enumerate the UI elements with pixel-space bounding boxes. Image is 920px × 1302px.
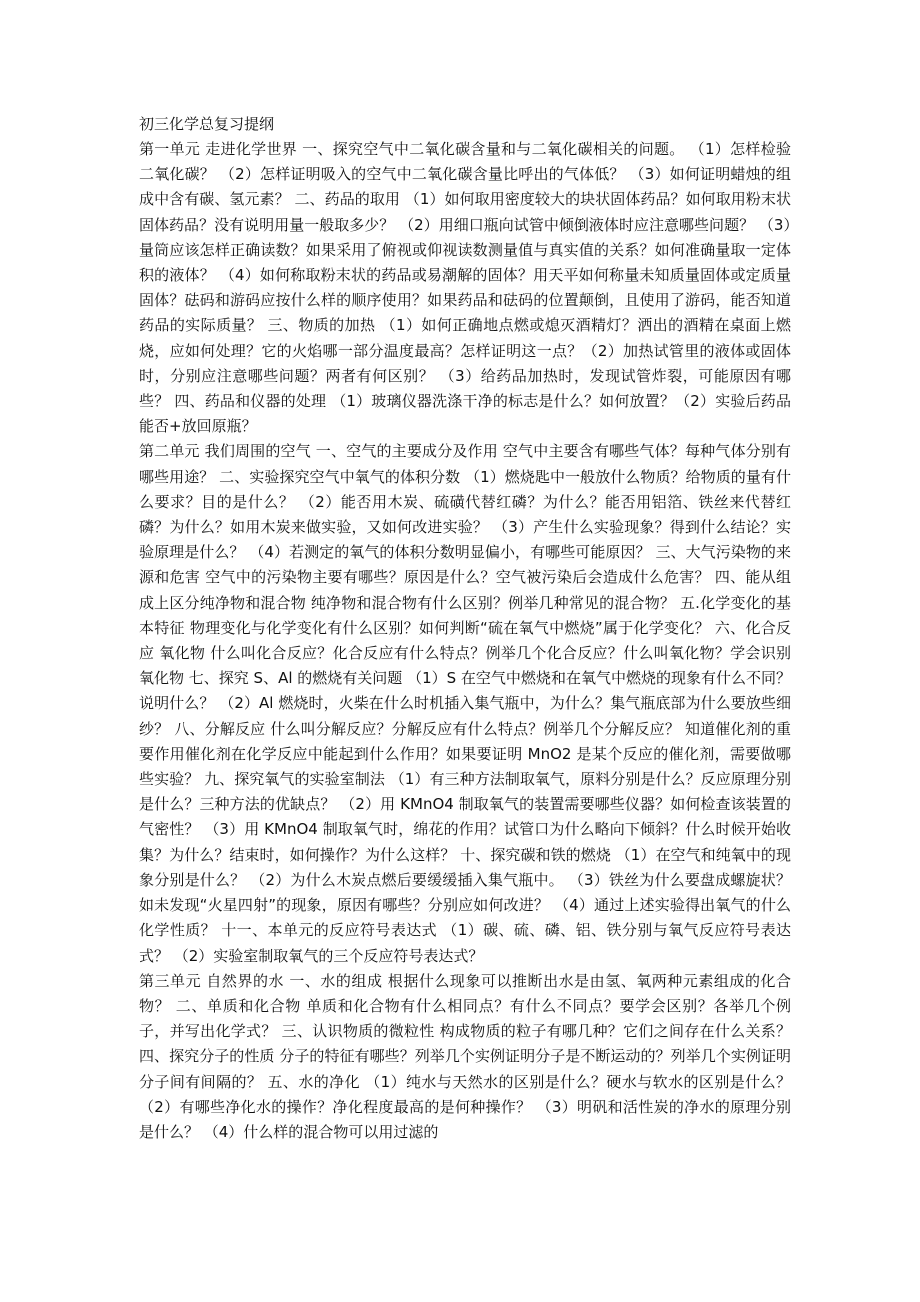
unit-2-paragraph: 第二单元 我们周围的空气 一、空气的主要成分及作用 空气中主要含有哪些气体？每种气体分别有哪些用途？ 二、实验探究空气中氧气的体积分数 （1）燃烧匙中一般放什么物质？给物质的量有什么要求？目的是什么？ （2）能否用木炭、硫磺代替红磷？为什么？能否用铝箔、铁丝来代替红磷？为什么？如用木炭来做实验，又如何改进实验？ （3）产生什么实验现象？得到什么结论？实验原理是什么？ （4）若测定的氧气的体积分数明显偏小，有哪些可能原因？ 三、大气污染物的来源和危害 空气中的污染物主要有哪些？原因是什么？空气被污染后会造成什么危害？ 四、能从组成上区分纯净物和混合物 纯净物和混合物有什么区别？例举几种常见的混合物？ 五.化学变化的基本特征 物理变化与化学变化有什么区别？如何判断“硫在氧气中燃烧”属于化学变化？ 六、化合反应 氧化物 什么叫化合反应？化合反应有什么特点？例举几个化合反应？什么叫氧化物？学会识别氧化物 七、探究 S、Al 的燃烧有关问题 （1）S 在空气中燃烧和在氧气中燃烧的现象有什么不同？说明什么？ （2）Al 燃烧时，火柴在什么时机插入集气瓶中，为什么？集气瓶底部为什么要放些细纱？ 八、分解反应 什么叫分解反应？分解反应有什么特点？例举几个分解反应？ 知道催化剂的重要作用催化剂在化学反应中能起到什么作用？如果要证明 MnO2 是某个反应的催化剂，需要做哪些实验？ 九、探究氧气的实验室制法 （1）有三种方法制取氧气，原料分别是什么？反应原理分别是什么？三种方法的优缺点？ （2）用 KMnO4 制取氧气的装置需要哪些仪器？如何检查该装置的气密性？ （3）用 KMnO4 制取氧气时，绵花的作用？试管口为什么略向下倾斜？什么时候开始收集？为什么？结束时，如何操作？为什么这样？ 十、探究碳和铁的燃烧 （1）在空气和纯氧中的现象分别是什么？ （2）为什么木炭点燃后要缓缓插入集气瓶中。 （3）铁丝为什么要盘成螺旋状？如未发现“火星四射”的现象，原因有哪些？分别应如何改进？ （4）通过上述实验得出氧气的什么化学性质？ 十一、本单元的反应符号表达式 （1）碳、硫、磷、铝、铁分别与氧气反应符号表达式？ （2）实验室制取氧气的三个反应符号表达式？ bbox=[139, 442, 791, 965]
unit-3-paragraph: 第三单元 自然界的水 一、水的组成 根据什么现象可以推断出水是由氢、氧两种元素组成的化合物？ 二、单质和化合物 单质和化合物有什么相同点？有什么不同点？要学会区别？各举几个例子，并写出化学式？ 三、认识物质的微粒性 构成物质的粒子有哪几种？它们之间存在什么关系？ 四、探究分子的性质 分子的特征有哪些？列举几个实例证明分子是不断运动的？列举几个实例证明分子间有间隔的？ 五、水的净化 （1）纯水与天然水的区别是什么？硬水与软水的区别是什么？ （2）有哪些净化水的操作？净化程度最高的是何种操作？ （3）明矾和活性炭的净水的原理分别是什么？ （4）什么样的混合物可以用过滤的 bbox=[139, 971, 791, 1141]
document-title: 初三化学总复习提纲 bbox=[139, 115, 275, 133]
unit-1-paragraph: 第一单元 走进化学世界 一、探究空气中二氧化碳含量和与二氧化碳相关的问题。 （1）怎样检验二氧化碳？ （2）怎样证明吸入的空气中二氧化碳含量比呼出的气体低？ （3）如何证明蜡烛的组成中含有碳、氢元素？ 二、药品的取用 （1）如何取用密度较大的块状固体药品？如何取用粉末状固体药品？没有说明用量一般取多少？ （2）用细口瓶向试管中倾倒液体时应注意哪些问题？ （3）量筒应该怎样正确读数？如果采用了俯视或仰视读数测量值与真实值的关系？如何准确量取一定体积的液体？ （4）如何称取粉末状的药品或易潮解的固体？用天平如何称量未知质量固体或定质量固体？砝码和游码应按什么样的顺序使用？如果药品和砝码的位置颠倒，且使用了游码，能否知道药品的实际质量？ 三、物质的加热 （1）如何正确地点燃或熄灭酒精灯？洒出的酒精在桌面上燃烧，应如何处理？它的火焰哪一部分温度最高？怎样证明这一点？（2）加热试管里的液体或固体时，分别应注意哪些问题？两者有何区别？ （3）给药品加热时，发现试管炸裂，可能原因有哪些？ 四、药品和仪器的处理 （1）玻璃仪器洗涤干净的标志是什么？如何放置？（2）实验后药品能否+放回原瓶？ bbox=[139, 140, 791, 436]
document-page bbox=[139, 112, 791, 1145]
